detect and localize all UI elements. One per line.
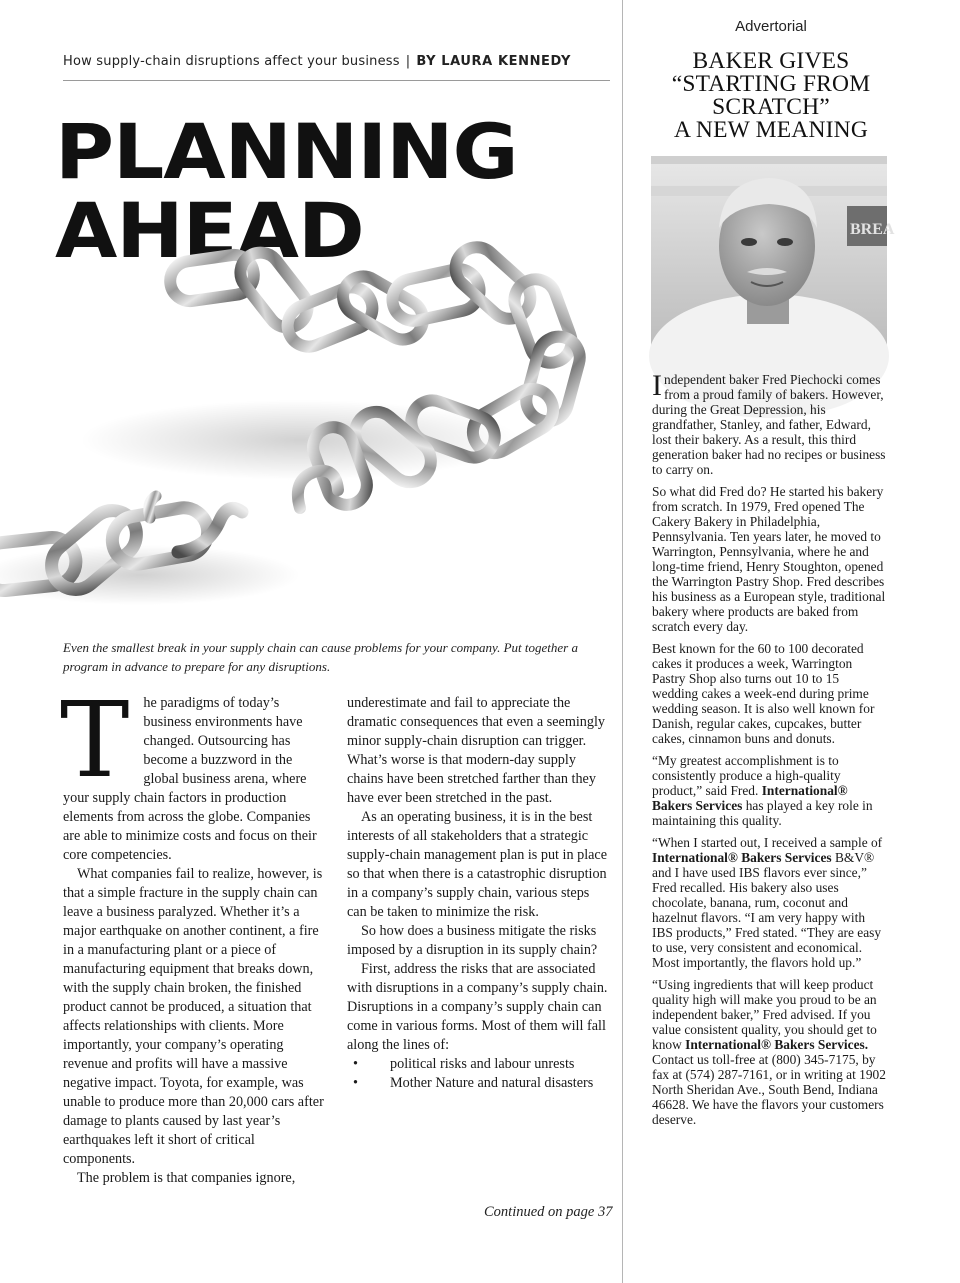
list-item-text: Mother Nature and natural disasters	[390, 1075, 594, 1091]
kicker-text: How supply-chain disruptions affect your business	[63, 54, 400, 69]
article-paragraph: So how does a business mitigate the risks imposed by a disruption in its supply chain?	[347, 923, 598, 958]
list-item	[347, 1055, 611, 1074]
byline: BY LAURA KENNEDY	[416, 54, 572, 69]
list-item	[347, 1074, 611, 1093]
kicker-separator: |	[405, 54, 411, 69]
brand-name: International® Bakers Services	[652, 783, 848, 813]
brand-name: International® Bakers Services	[652, 850, 832, 865]
advertorial-body	[652, 369, 888, 1134]
advertorial-paragraph	[652, 977, 888, 1127]
paragraph-text: Contact us toll-free at (800) 345-7175, by fax at (574) 287-7161, or in writing at 1902 North Sheridan Ave., South Bend, Indiana 46628. We have the flavors your customers deserve.	[652, 1052, 886, 1127]
paragraph-text: B&V® and I have used IBS flavors ever since,” Fred recalled. His bakery also uses chocolate, banana, rum, coconut and hazelnut flavors. “I am very happy with IBS products,” Fred stated. “They are easy to use, very consistent and economical. Most importantly, the flavors hold up.”	[652, 850, 882, 970]
headline-line-1: PLANNING	[55, 107, 518, 196]
paragraph-text: ndependent baker Fred Piechocki comes from a proud family of bakers. However, during the Great Depression, his grandfather, Stanley, and father, Edward, lost their bakery. As a result, this third generation baker had no recipes or business to carry on.	[652, 372, 886, 477]
advertorial-paragraph: Best known for the 60 to 100 decorated cakes it produces a week, Warrington Pastry Shop also turns out 10 to 15 wedding cakes a week-end during prime wedding season. It is also well known for Danish, regular cakes, cupcakes, butter cakes, cinnamon buns and donuts.	[652, 641, 875, 746]
chain-shadow	[0, 545, 300, 605]
paragraph-text: “Using ingredients that will keep product quality high will make you proud to be an independent baker,” Fred advised. If you value consistent quality, you should get to know	[652, 977, 877, 1052]
advertorial-sidebar	[623, 0, 960, 1283]
article-paragraph: As an operating business, it is in the best interests of all stakeholders that a strategic supply-chain management plan is put in place so that when there is a catastrophic disruption in a company’s supply chain, various steps can be taken to minimize the risk.	[347, 809, 608, 920]
advertorial-paragraph	[652, 835, 888, 970]
broken-chain-image	[0, 240, 622, 620]
article-paragraph: underestimate and fail to appreciate the dramatic consequences that even a seemingly minor supply-chain disruption can trigger. What’s worse is that modern-day supply chains have been stretched farther than they have ever been stretched in the past.	[347, 695, 606, 806]
kicker-rule	[63, 80, 610, 81]
brand-name: International® Bakers Services.	[685, 1037, 869, 1052]
list-item-text: political risks and labour unrests	[390, 1056, 575, 1072]
article-paragraph: First, address the risks that are associated with disruptions in a company’s supply chain. Disruptions in a company’s supply chain can come in various forms. Most of them will fall along the lines of:	[347, 961, 608, 1053]
article-paragraph: he paradigms of today’s business environments have changed. Outsourcing has become a buzzword in the global business arena, where your supply chain factors in production elements from across the globe. Companies are able to minimize costs and focus on their core competencies.	[63, 695, 317, 863]
bullet-icon: •	[353, 1056, 358, 1072]
advertorial-title-line: A NEW MEANING	[673, 117, 869, 143]
paragraph-text: “My greatest accomplishment is to consistently produce a high-quality product,” said Fred.	[652, 753, 841, 798]
advertorial-title-line: “STARTING FROM	[671, 71, 871, 97]
paragraph-text: “When I started out, I received a sample of	[652, 835, 883, 850]
article-paragraph: The problem is that companies ignore,	[77, 1170, 296, 1186]
advertorial-title	[623, 50, 919, 142]
article-column-2	[347, 694, 611, 1093]
risk-list	[347, 1055, 611, 1093]
baker-portrait-photo	[651, 156, 895, 363]
advertorial-paragraph	[652, 369, 888, 477]
advertorial-paragraph: So what did Fred do? He started his bakery from scratch. In 1979, Fred opened The Cakery Bakery in Philadelphia, Pennsylvania. Ten years later, he moved to Warrington, Pennsylvania, where he and long-time friend, Henry Stoughton, opened the Warrington Pastry Shop. Fred describes his business as a European style, traditional bakery where products are baked from scratch every day.	[652, 484, 886, 634]
advertorial-paragraph	[652, 753, 888, 828]
advertorial-title-line: SCRATCH”	[712, 94, 830, 120]
headline-line-2: AHEAD	[55, 186, 364, 275]
advertorial-title-line: BAKER GIVES	[692, 48, 850, 74]
bullet-icon: •	[353, 1075, 358, 1091]
article-paragraph: What companies fail to realize, however, is that a simple fracture in the supply chain can leave a business paralyzed. Whether it’s a major earthquake on another continent, a fire in a manufacturing plant or a piece of manufacturing equipment that breaks down, with the supply chain broken, the finished product cannot be produced, a situation that affects relationships with clients. More importantly, your company’s operating revenue and profits will have a massive negative impact. Toyota, for example, was unable to produce more than 20,000 cars after damage to plants caused by last year’s earthquakes left it short of critical components.	[63, 866, 324, 1167]
photo-sign-text: BREA	[850, 221, 895, 238]
kicker-line	[63, 54, 608, 69]
image-caption: Even the smallest break in your supply chain can cause problems for your company. Put together a program in advance to prepare for any disruptions.	[63, 640, 578, 674]
paragraph-text: has played a key role in maintaining this quality.	[652, 798, 873, 828]
continued-link[interactable]: Continued on page 37	[484, 1204, 613, 1220]
article-column-1	[60, 679, 325, 1188]
advertorial-label: Advertorial	[735, 18, 807, 35]
initial-cap: I	[652, 369, 662, 402]
drop-cap: T	[60, 679, 130, 801]
